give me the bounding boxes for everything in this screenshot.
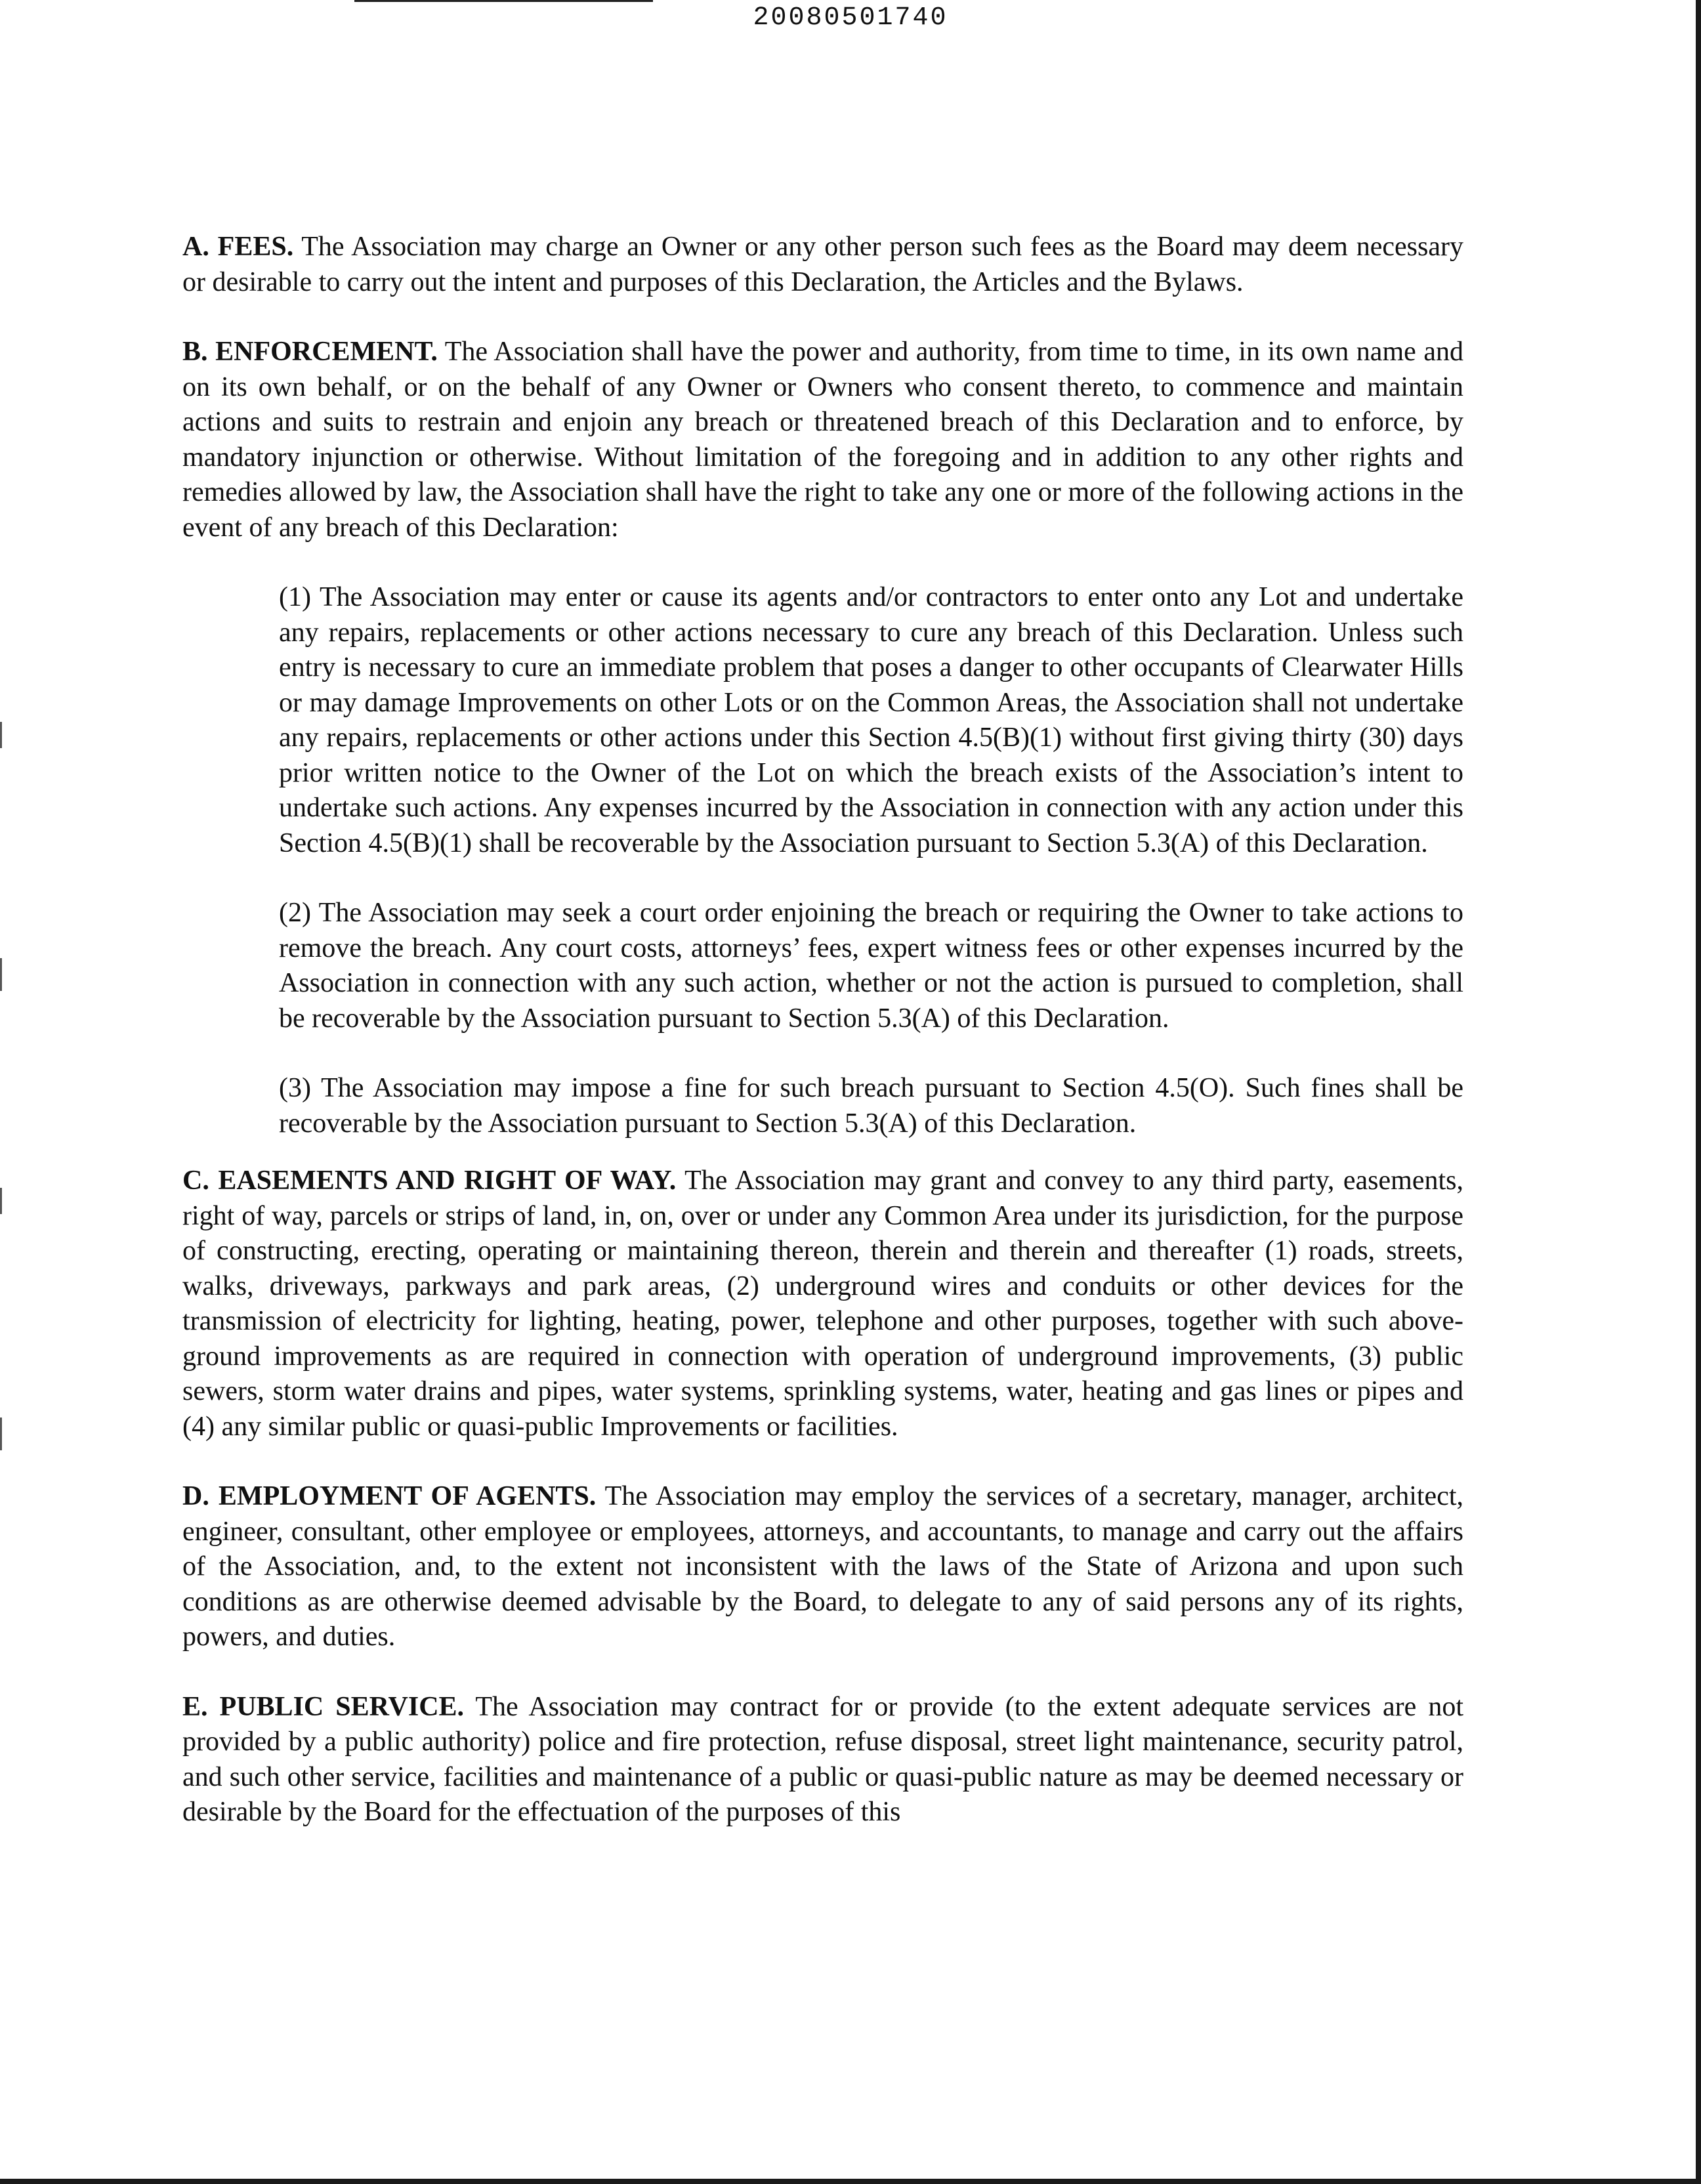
section-heading: B. ENFORCEMENT. [182, 337, 438, 367]
scan-mark [0, 958, 2, 991]
scan-border-bottom [0, 2179, 1701, 2184]
document-body [182, 230, 1463, 1865]
section-text: The Association may contract for or provide (to the extent adequate services are not provided by a public authority) police and fire protection, refuse disposal, street light maintenance, security patrol, and such other service, facilities and maintenance of a public or quasi-public nature as may be deemed necessary or desirable by the Board for the effectuation of the purposes of this [182, 1691, 1463, 1827]
scan-mark [0, 1418, 2, 1450]
section-text: The Association may employ the services of a secretary, manager, architect, engineer, consultant, other employee or employees, attorneys, and accountants, to manage and carry out the affairs of the Association, and, to the extent not inconsistent with the laws of the State of Arizona and upon such conditions as are otherwise deemed advisable by the Board, to delegate to any of said persons any of its rights, powers, and duties. [182, 1481, 1464, 1652]
section-employment [182, 1479, 1463, 1655]
scan-mark [0, 722, 2, 748]
section-easements [182, 1164, 1463, 1444]
section-fees [182, 230, 1463, 300]
section-enforcement [182, 335, 1463, 545]
document-number: 20080501740 [753, 3, 948, 33]
section-text: The Association may charge an Owner or any other person such fees as the Board may deem necessary or desirable to carry out the intent and purposes of this Declaration, the Articles and the Bylaws. [182, 232, 1463, 297]
scan-border-right [1696, 0, 1701, 2184]
section-heading: D. EMPLOYMENT OF AGENTS. [182, 1481, 597, 1511]
top-rule [354, 0, 653, 2]
scan-mark [0, 1188, 2, 1214]
enforcement-item-1: (1) The Association may enter or cause its agents and/or contractors to enter onto any Lot and undertake any repairs, replacements or other actions necessary to cure any breach of this Declaration. Unless such entry is necessary to cure an immediate problem that poses a danger to other occupants of Clearwater Hills or may damage Improvements on other Lots or on the Common Areas, the Association shall not undertake any repairs, replacements or other actions under this Section 4.5(B)(1) without first giving thirty (30) days prior written notice to the Owner of the Lot on which the breach exists of the Association’s intent to undertake such actions. Any expenses incurred by the Association in connection with any action under this Section 4.5(B)(1) shall be recoverable by the Association pursuant to Section 5.3(A) of this Declaration. [279, 582, 1463, 858]
section-text: The Association may grant and convey to any third party, easements, right of way, parcels or strips of land, in, on, over or under any Common Area under its jurisdiction, for the purpose of constructing, erecting, operating or maintaining thereon, therein and therein and thereafter (1) roads, streets, walks, driveways, parkways and park areas, (2) underground wires and conduits or other devices for the transmission of electricity for lighting, heating, power, telephone and other purposes, together with such above-ground improvements as are required in connection with operation of underground improvements, (3) public sewers, storm water drains and pipes, water systems, sprinkling systems, water, heating and gas lines or pipes and (4) any similar public or quasi-public Improvements or facilities. [182, 1166, 1463, 1442]
section-heading: C. EASEMENTS AND RIGHT OF WAY. [182, 1166, 677, 1196]
section-heading: E. PUBLIC SERVICE. [182, 1691, 465, 1722]
section-text: The Association shall have the power and authority, from time to time, in its own name and on its own behalf, or on the behalf of any Owner or Owners who consent thereto, to commence and maintain actions and suits to restrain and enjoin any breach or threatened breach of this Declaration and to enforce, by mandatory injunction or otherwise. Without limitation of the foregoing and in addition to any other rights and remedies allowed by law, the Association shall have the right to take any one or more of the following actions in the event of any breach of this Declaration: [182, 337, 1464, 543]
enforcement-item-2: (2) The Association may seek a court order enjoining the breach or requiring the Owner to take actions to remove the breach. Any court costs, attorneys’ fees, expert witness fees or other expenses incurred by the Association in connection with any such action, whether or not the action is pursued to completion, shall be recoverable by the Association pursuant to Section 5.3(A) of this Declaration. [279, 898, 1463, 1034]
enforcement-item-3: (3) The Association may impose a fine for such breach pursuant to Section 4.5(O). Such fines shall be recoverable by the Association pursuant to Section 5.3(A) of this Declaration. [279, 1073, 1463, 1139]
section-public-service [182, 1690, 1463, 1830]
section-heading: A. FEES. [182, 232, 294, 262]
